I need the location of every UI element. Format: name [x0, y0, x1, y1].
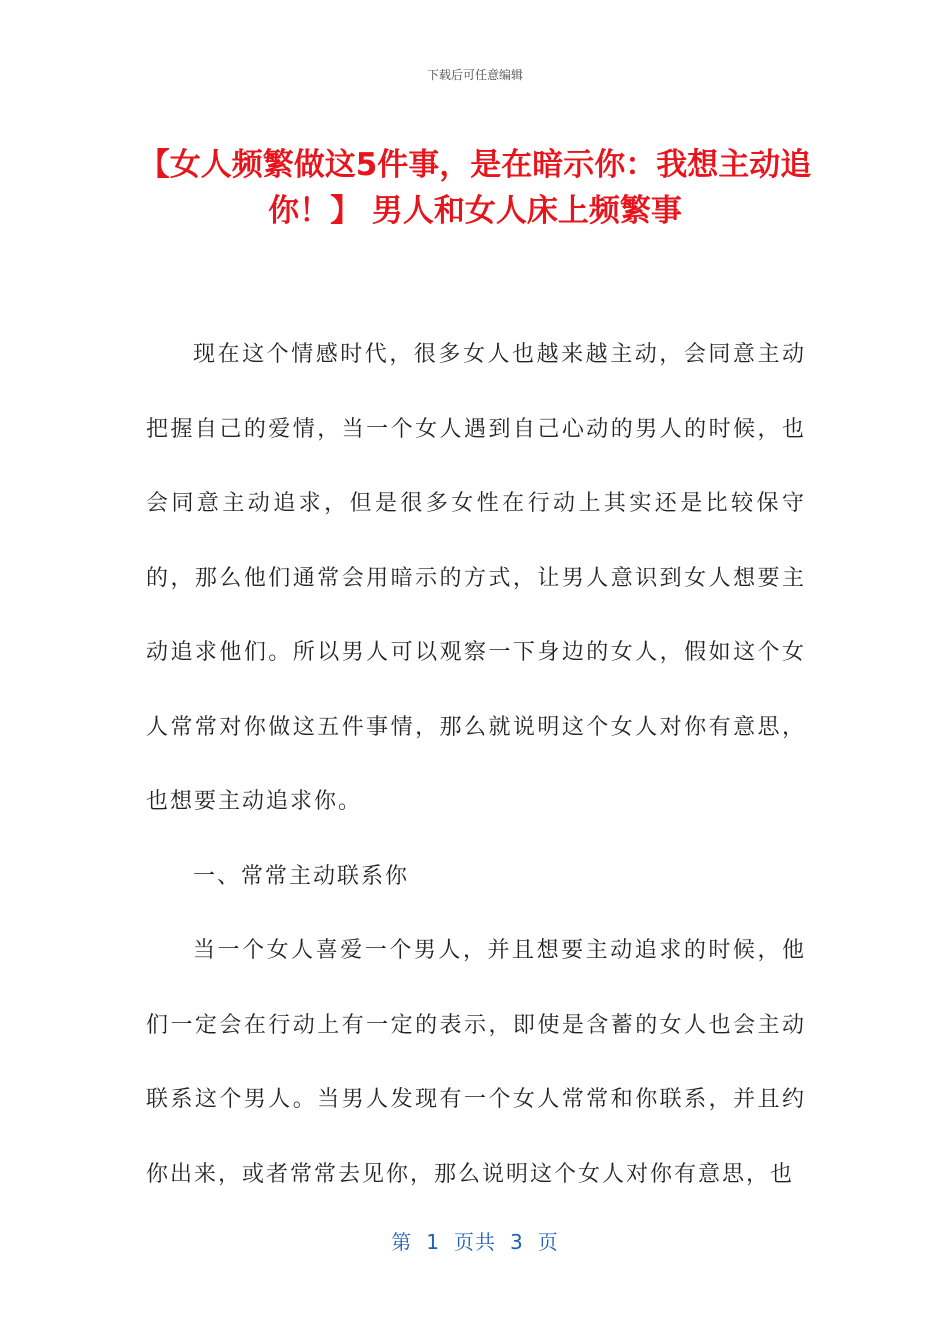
footer-current-page: 1 [426, 1230, 440, 1254]
document-body [146, 318, 806, 1212]
header-note: 下载后可任意编辑 [426, 68, 523, 82]
page-footer [0, 1226, 950, 1255]
footer-middle: 页共 [454, 1230, 496, 1254]
paragraph-intro: 现在这个情感时代，很多女人也越来越主动，会同意主动把握自己的爱情，当一个女人遇到自己心动的男人的时候，也会同意主动追求，但是很多女性在行动上其实还是比较保守的，那么他们通常会用暗示的方式，让男人意识到女人想要主动追求他们。所以男人可以观察一下身边的女人，假如这个女人常常对你做这五件事情，那么就说明这个女人对你有意思，也想要主动追求你。 [146, 342, 806, 814]
footer-total-pages: 3 [510, 1230, 524, 1254]
footer-suffix: 页 [537, 1230, 559, 1254]
footer-prefix: 第 [391, 1230, 413, 1254]
section-heading-1: 一、常常主动联系你 [193, 863, 410, 889]
paragraph-section-1: 当一个女人喜爱一个男人，并且想要主动追求的时候，他们一定会在行动上有一定的表示，即使是含蓄的女人也会主动联系这个男人。当男人发现有一个女人常常和你联系，并且约你出来，或者常常去见你，那么说明这个女人对你有意思，也 [146, 938, 806, 1187]
document-title: 【女人频繁做这5件事，是在暗示你：我想主动追你！】 男人和女人床上频繁事 [138, 147, 812, 229]
